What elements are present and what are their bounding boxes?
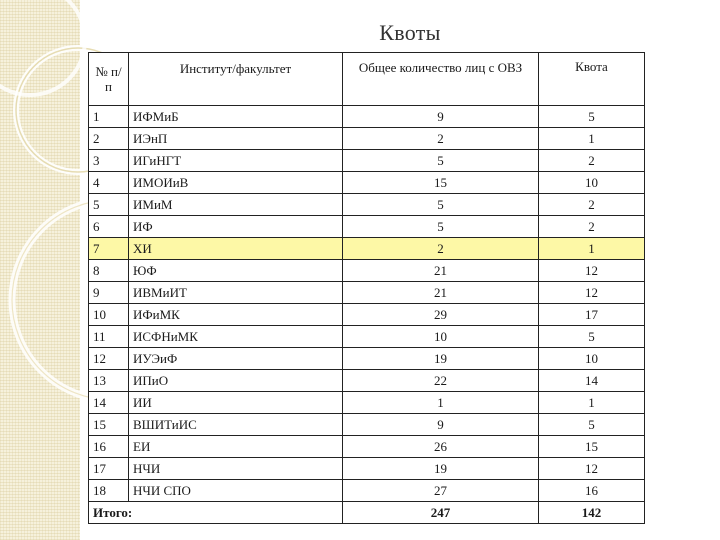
row-total: 27 — [343, 480, 539, 502]
row-total: 5 — [343, 194, 539, 216]
row-institute: ИПиО — [129, 370, 343, 392]
page-title: Квоты — [379, 20, 441, 45]
row-quota: 2 — [539, 194, 645, 216]
row-num: 1 — [89, 106, 129, 128]
row-institute: ИВМиИТ — [129, 282, 343, 304]
row-institute: ХИ — [129, 238, 343, 260]
total-row — [89, 502, 645, 524]
row-institute: ИФМиБ — [129, 106, 343, 128]
table-row — [89, 370, 645, 392]
row-total: 5 — [343, 216, 539, 238]
row-num: 2 — [89, 128, 129, 150]
table-row — [89, 436, 645, 458]
row-num: 12 — [89, 348, 129, 370]
row-quota: 2 — [539, 150, 645, 172]
row-institute: ИУЭиФ — [129, 348, 343, 370]
row-quota: 12 — [539, 458, 645, 480]
quota-table — [88, 52, 645, 524]
table-row — [89, 458, 645, 480]
row-institute: ЮФ — [129, 260, 343, 282]
row-total: 2 — [343, 238, 539, 260]
table-row — [89, 326, 645, 348]
row-institute: ИФ — [129, 216, 343, 238]
row-num: 15 — [89, 414, 129, 436]
row-institute: ИМОИиВ — [129, 172, 343, 194]
row-quota: 1 — [539, 392, 645, 414]
row-institute: ИСФНиМК — [129, 326, 343, 348]
row-quota: 14 — [539, 370, 645, 392]
row-institute: ИФиМК — [129, 304, 343, 326]
table-row — [89, 260, 645, 282]
table-row — [89, 480, 645, 502]
row-num: 11 — [89, 326, 129, 348]
table-header-row — [89, 53, 645, 106]
table-row — [89, 414, 645, 436]
row-num: 6 — [89, 216, 129, 238]
row-total: 19 — [343, 348, 539, 370]
table-row — [89, 392, 645, 414]
row-quota: 12 — [539, 260, 645, 282]
row-quota: 5 — [539, 326, 645, 348]
row-num: 8 — [89, 260, 129, 282]
row-num: 10 — [89, 304, 129, 326]
table-row — [89, 304, 645, 326]
row-quota: 5 — [539, 414, 645, 436]
row-institute: ВШИТиИС — [129, 414, 343, 436]
row-num: 7 — [89, 238, 129, 260]
row-num: 4 — [89, 172, 129, 194]
row-num: 16 — [89, 436, 129, 458]
total-quota: 142 — [539, 502, 645, 524]
table-row — [89, 282, 645, 304]
row-total: 19 — [343, 458, 539, 480]
row-quota: 10 — [539, 348, 645, 370]
row-quota: 16 — [539, 480, 645, 502]
row-institute: НЧИ — [129, 458, 343, 480]
row-quota: 12 — [539, 282, 645, 304]
row-num: 3 — [89, 150, 129, 172]
total-label: Итого: — [89, 502, 343, 524]
row-total: 2 — [343, 128, 539, 150]
row-institute: ИЭнП — [129, 128, 343, 150]
row-institute: ЕИ — [129, 436, 343, 458]
row-quota: 1 — [539, 238, 645, 260]
table-row — [89, 128, 645, 150]
row-total: 15 — [343, 172, 539, 194]
row-num: 14 — [89, 392, 129, 414]
row-quota: 2 — [539, 216, 645, 238]
header-num: № п/п — [89, 53, 129, 106]
row-total: 26 — [343, 436, 539, 458]
row-total: 1 — [343, 392, 539, 414]
total-count: 247 — [343, 502, 539, 524]
row-num: 18 — [89, 480, 129, 502]
row-institute: ИИ — [129, 392, 343, 414]
row-total: 10 — [343, 326, 539, 348]
header-total: Общее количество лиц с ОВЗ — [343, 53, 539, 106]
row-total: 21 — [343, 282, 539, 304]
row-quota: 10 — [539, 172, 645, 194]
table-row — [89, 348, 645, 370]
row-num: 9 — [89, 282, 129, 304]
table-row — [89, 106, 645, 128]
header-institute: Институт/факультет — [129, 53, 343, 106]
row-quota: 15 — [539, 436, 645, 458]
row-total: 9 — [343, 106, 539, 128]
row-quota: 1 — [539, 128, 645, 150]
row-total: 5 — [343, 150, 539, 172]
row-total: 21 — [343, 260, 539, 282]
row-institute: НЧИ СПО — [129, 480, 343, 502]
row-num: 5 — [89, 194, 129, 216]
row-quota: 5 — [539, 106, 645, 128]
row-total: 29 — [343, 304, 539, 326]
row-quota: 17 — [539, 304, 645, 326]
table-row — [89, 216, 645, 238]
row-institute: ИМиМ — [129, 194, 343, 216]
table-row — [89, 172, 645, 194]
table-row — [89, 194, 645, 216]
header-quota: Квота — [539, 53, 645, 106]
table-row — [89, 238, 645, 260]
row-num: 17 — [89, 458, 129, 480]
row-total: 22 — [343, 370, 539, 392]
row-total: 9 — [343, 414, 539, 436]
row-institute: ИГиНГТ — [129, 150, 343, 172]
table-row — [89, 150, 645, 172]
row-num: 13 — [89, 370, 129, 392]
